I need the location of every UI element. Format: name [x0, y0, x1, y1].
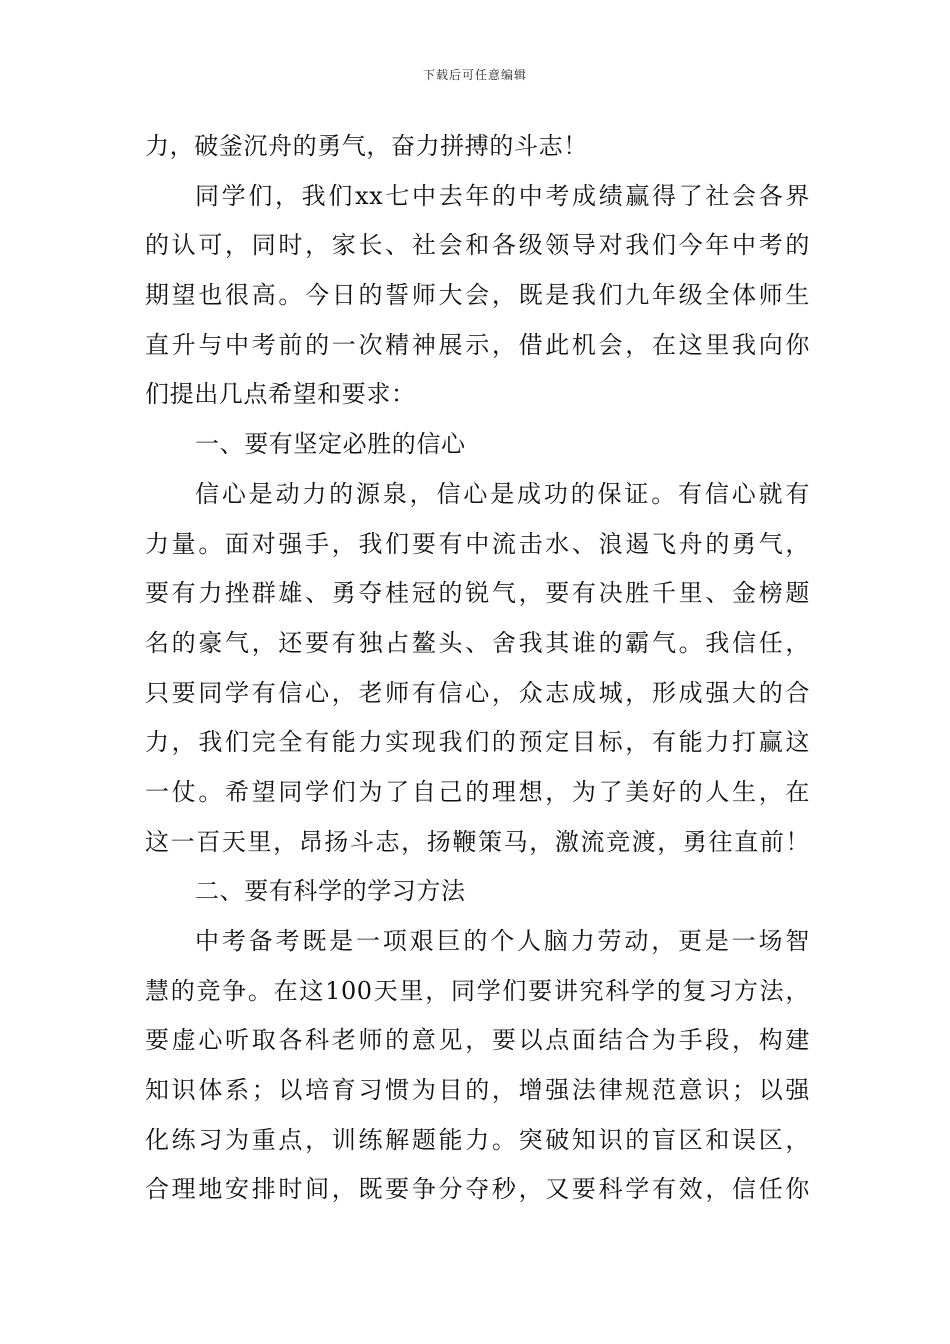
section-heading: 一、要有坚定必胜的信心 [195, 430, 466, 459]
page-header: 下载后可任意编辑 [422, 68, 527, 82]
body-line: 知识体系；以培育习惯为目的，增强法律规范意识；以强 [145, 1076, 810, 1105]
body-line: 信心是动力的源泉，信心是成功的保证。有信心就有 [195, 479, 810, 508]
body-line: 力，我们完全有能力实现我们的预定目标，有能力打赢这 [145, 728, 810, 757]
body-line: 合理地安排时间，既要争分夺秒，又要科学有效，信任你 [145, 1175, 810, 1204]
body-line: 这一百天里，昂扬斗志，扬鞭策马，激流竞渡，勇往直前！ [145, 827, 810, 856]
body-line: 直升与中考前的一次精神展示，借此机会，在这里我向你 [145, 330, 810, 359]
body-line: 中考备考既是一项艰巨的个人脑力劳动，更是一场智 [195, 927, 810, 955]
body-line: 力量。面对强手，我们要有中流击水、浪遏飞舟的勇气， [145, 529, 810, 558]
document-body [145, 122, 810, 1215]
section-heading: 二、要有科学的学习方法 [195, 877, 466, 906]
body-line: 们提出几点希望和要求： [145, 380, 416, 409]
body-line: 的认可，同时，家长、社会和各级领导对我们今年中考的 [145, 231, 810, 260]
body-line: 慧的竞争。在这100天里，同学们要讲究科学的复习方法， [145, 976, 810, 1005]
body-line: 同学们，我们xx七中去年的中考成绩赢得了社会各界 [195, 181, 810, 210]
body-line: 力，破釜沉舟的勇气，奋力拼搏的斗志！ [145, 132, 588, 160]
body-line: 期望也很高。今日的誓师大会，既是我们九年级全体师生 [145, 281, 810, 310]
body-line: 一仗。希望同学们为了自己的理想，为了美好的人生，在 [145, 777, 810, 806]
body-line: 只要同学有信心，老师有信心，众志成城，形成强大的合 [145, 678, 810, 707]
body-line: 要虚心听取各科老师的意见，要以点面结合为手段，构建 [145, 1026, 810, 1055]
body-line: 名的豪气，还要有独占鳌头、舍我其谁的霸气。我信任， [145, 628, 810, 657]
body-line: 要有力挫群雄、勇夺桂冠的锐气，要有决胜千里、金榜题 [145, 579, 810, 608]
body-line: 化练习为重点，训练解题能力。突破知识的盲区和误区， [145, 1125, 810, 1154]
